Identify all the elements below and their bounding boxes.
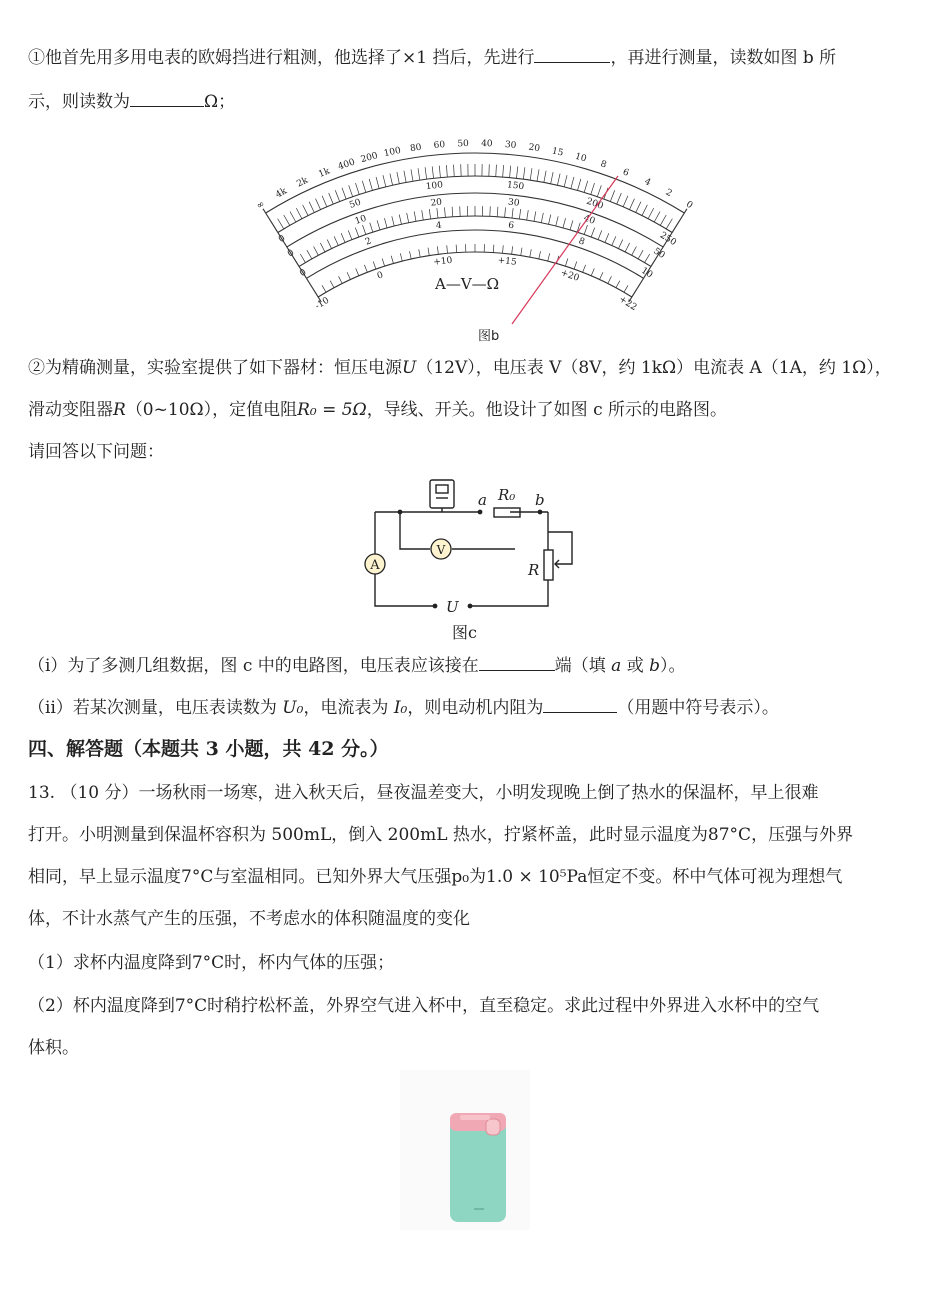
ohm-tick-label: 40 [481,139,493,150]
voltage-tick [651,258,656,266]
db-tick [616,281,620,288]
ohm-tick [303,205,308,216]
voltage-tick [598,230,602,239]
db-tick [356,268,359,275]
ohm-tick-label: 6 [621,167,631,179]
ohm-tick-label: 2k [295,175,310,190]
db-tick [391,256,393,264]
q12-part1-line1: ①他首先用多用电表的欧姆挡进行粗测，他选择了×1 挡后，先进行 ，再进行测量，读数如图 b 所 [28,44,836,70]
ohm-tick-label: 50 [457,139,469,150]
db-tick [530,249,531,257]
ohm-tick [272,222,278,232]
voltage-tick [327,240,331,249]
ohm-tick-label: 15 [550,146,565,159]
ohm-tick [551,172,553,184]
ohm-tick [510,166,511,178]
voltage-tick [505,207,506,217]
voltage-tick [407,213,409,223]
ohm-tick [523,167,525,179]
dial-arc [299,213,651,266]
ohm-tick [329,193,334,204]
db-tick [428,248,429,256]
v10-tick-label: 2 [364,236,373,248]
answer-blank[interactable] [479,652,555,671]
ohm-tick [446,165,447,177]
v50-tick-label: 30 [507,197,520,209]
q12-ask: 请回答以下问题： [28,442,164,462]
db-tick [624,285,628,292]
ohm-tick [376,177,379,189]
thermos-cup-illustration [400,1070,530,1230]
ohm-tick-label: ∞ [255,199,267,212]
ohm-tick-label: 10 [573,151,588,165]
ohm-tick [584,181,588,192]
ohm-tick [454,165,455,177]
ohm-tick [496,165,497,177]
voltage-tick [452,207,453,217]
q13-sub1: （1）求杯内温度降到7°C时，杯内气体的压强； [28,953,395,973]
ohm-tick-label: 100 [383,145,402,160]
dial-center-label: A—V—Ω [435,275,500,293]
ohm-tick [439,166,440,178]
answer-blank[interactable] [543,694,617,713]
ohm-tick [284,215,290,225]
voltage-tick [422,210,424,220]
ohm-tick [623,196,628,207]
multimeter-dial-figure [250,118,700,348]
ohm-tick [672,222,678,232]
voltage-tick [591,228,594,237]
ohm-tick [342,188,346,199]
ohm-tick [335,190,339,201]
ohm-tick [610,190,614,201]
ohm-tick [591,183,595,194]
ohm-tick [296,208,302,219]
voltage-tick [363,225,366,234]
ohm-tick [629,199,634,210]
ohm-tick [383,175,386,187]
v250-tick-label: 100 [425,180,444,193]
circuit-figure [350,472,590,622]
node-b [538,510,543,515]
ohm-tick [516,166,517,178]
db-tick [583,265,586,272]
ohm-tick [309,202,314,213]
db-tick-label: -10 [313,295,332,312]
ohm-tick-label: 0 [684,199,695,212]
ohm-tick [404,171,406,183]
ohm-tick-label: 60 [433,140,446,152]
voltage-tick [556,216,558,226]
ohm-tick-label: 8 [599,159,608,171]
ohm-tick [390,174,393,186]
v250-tick-label: 250 [657,230,678,249]
ohm-tick [418,168,420,180]
meter-pointer [512,176,618,324]
ohm-tick-label: 4k [274,186,289,201]
v10-tick-label: 0 [298,267,309,279]
q12-part2-line2: 滑动变阻器R（0~10Ω），定值电阻R₀ = 5Ω，导线、开关。他设计了如图 c 所示的电路图。 [28,400,728,420]
ohm-tick [642,205,647,216]
db-tick-label: +20 [559,268,581,284]
db-tick [419,249,420,257]
ohm-tick [362,181,366,192]
ohm-tick-label: 20 [527,142,541,155]
q13-line1: 13. （10 分）一场秋雨一场寒，进入秋天后，昼夜温差变大，小明发现晚上倒了热水的保温杯，早上很难 [28,783,819,803]
db-tick [400,253,402,261]
voltage-tick [563,218,566,228]
label-u: U [446,598,459,616]
q13-sub3: 体积。 [28,1038,79,1058]
db-tick-label: 0 [375,270,385,282]
v10-tick-label: 4 [435,220,443,232]
ohm-tick [369,179,372,191]
ohm-tick [537,169,539,181]
db-tick [632,290,636,297]
q13-sub2: （2）杯内温度降到7°C时稍拧松杯盖，外界空气进入杯中，直至稳定。求此过程中外界进入水杯中的空气 [28,996,820,1016]
db-tick [330,281,334,288]
db-tick [591,268,594,275]
answer-blank[interactable] [130,88,204,107]
ohm-tick [316,199,321,210]
ohm-tick-label: 1k [317,166,332,180]
voltage-tick [320,243,325,252]
ohm-tick [349,185,353,196]
ohm-tick [322,196,327,207]
q13-line4: 体，不计水蒸气产生的压强，不考虑水的体积随温度的变化 [28,909,470,929]
voltage-tick [638,250,643,259]
ohm-tick [432,166,433,178]
voltage-tick [377,220,380,230]
db-tick [565,259,567,267]
ohm-tick [530,168,532,180]
voltage-tick [341,233,345,242]
db-tick [548,253,550,261]
voltage-tick [300,254,305,263]
db-tick [512,246,513,254]
v50-tick-label: 20 [430,197,443,209]
node-a [478,510,483,515]
v250-tick-label: 150 [506,180,525,193]
ohm-tick [648,208,654,219]
ammeter-label: A [370,558,380,573]
wire-right-bottom [470,580,548,606]
db-tick [409,251,411,259]
label-b: b [535,491,545,509]
voltage-tick [534,211,536,221]
ohm-tick [571,177,574,189]
db-tick [521,248,522,256]
ohm-tick [278,219,284,229]
voltage-tick [570,220,573,230]
voltage-tick [399,214,401,224]
db-tick [364,265,367,272]
voltage-tick [429,209,430,219]
q12-part1-line2: 示，则读数为 Ω； [28,88,235,114]
db-tick [373,262,376,270]
v250-tick-label: 0 [277,233,288,246]
ohm-tick [654,211,660,222]
voltage-tick [334,236,338,245]
v50-tick-label: 50 [651,246,667,262]
ohm-tick-label: 30 [504,140,517,152]
ohm-tick [578,179,581,191]
db-tick-label: +15 [497,255,518,268]
ohm-tick [660,215,666,225]
db-tick [539,251,541,259]
db-tick [339,276,343,283]
ohm-tick [503,165,504,177]
voltmeter-label: V [436,543,446,557]
q12-part2-line1: ②为精确测量，实验室提供了如下器材：恒压电源U（12V），电压表 V（8V，约 1kΩ）电流表 A（1A，约 1Ω）， [28,358,892,378]
label-a: a [478,491,487,509]
voltage-tick [612,236,616,245]
voltage-tick [370,223,373,233]
db-tick [600,272,603,279]
voltage-tick [437,208,438,218]
ohm-tick [397,172,399,184]
ohm-tick-label: 80 [409,142,423,155]
db-tick [608,276,612,283]
ohm-tick-label: 2 [663,187,674,200]
db-tick [574,262,577,270]
v250-tick-label: 50 [348,197,363,211]
voltage-tick [632,246,637,255]
ohm-tick [355,183,359,194]
q13-line2: 打开。小明测量到保温杯容积为 500mL，倒入 200mL 热水，拧紧杯盖，此时显示温度为87°C，压强与外界 [28,825,854,845]
ohm-tick [666,219,672,229]
voltage-tick [618,240,622,249]
ohm-tick [617,193,622,204]
voltage-tick [414,211,416,221]
ohm-tick [544,171,546,183]
voltage-tick [444,207,445,217]
ohm-tick [564,175,567,187]
rheostat-r [544,550,553,580]
label-r0: R₀ [498,486,516,504]
voltage-tick [348,230,352,239]
dial-arc [278,176,672,233]
voltage-tick [314,246,319,255]
figure-b-caption: 图b [478,329,500,344]
ohm-tick [425,167,427,179]
voltage-tick [584,225,587,234]
cup-body [450,1120,506,1222]
v50-tick-label: 40 [582,213,597,227]
answer-blank[interactable] [534,44,610,63]
ohm-tick [636,202,641,213]
voltage-tick [392,216,394,226]
ohm-tick [290,211,296,222]
db-tick-label: +10 [432,255,453,268]
voltage-tick [519,209,520,219]
label-r: R [528,561,540,579]
db-tick [347,272,350,279]
db-tick [503,245,504,253]
ohm-tick [557,174,560,186]
voltage-tick [605,233,609,242]
db-tick [447,245,448,253]
voltage-tick [384,218,387,228]
db-tick-label: +22 [616,294,639,314]
db-tick [437,246,438,254]
db-tick [382,259,384,267]
ohm-tick [597,185,601,196]
v10-tick-label: 6 [507,220,515,232]
db-tick [314,290,318,297]
voltage-tick [527,210,529,220]
voltage-tick [307,250,312,259]
ohm-tick-label: 4 [642,176,653,189]
db-tick [322,285,326,292]
ohm-tick-label: 200 [359,150,379,166]
voltage-tick [294,258,299,266]
ohm-tick [411,169,413,181]
q12-sub-ii: （ⅱ）若某次测量，电压表读数为 U₀，电流表为 I₀，则电动机内阻为 （用题中符号表示）。 [28,694,779,720]
q12-sub-i: （ⅰ）为了多测几组数据，图 c 中的电路图，电压表应该接在 端（填 a 或 b）。 [28,652,686,678]
v50-tick-label: 0 [286,247,297,260]
voltage-tick [541,213,543,223]
v50-tick-label: 10 [353,213,368,227]
ohm-tick-label: 400 [336,157,357,173]
voltage-tick [625,243,630,252]
motor-symbol [430,480,454,508]
v10-tick-label: 10 [639,265,655,281]
voltage-tick [497,207,498,217]
figure-c-caption: 图c [452,623,477,642]
voltage-tick [355,228,358,237]
section-heading: 四、解答题（本题共 3 小题，共 42 分。） [28,738,389,760]
v250-tick-label: 200 [584,196,605,212]
v10-tick-label: 8 [577,236,586,248]
voltage-tick [549,214,551,224]
q13-line3: 相同，早上显示温度7°C与室温相同。已知外界大气压强p₀为1.0 × 10⁵Pa恒定不变。杯中气体可视为理想气 [28,867,843,887]
voltage-tick [512,208,513,218]
voltage-tick [645,254,650,263]
